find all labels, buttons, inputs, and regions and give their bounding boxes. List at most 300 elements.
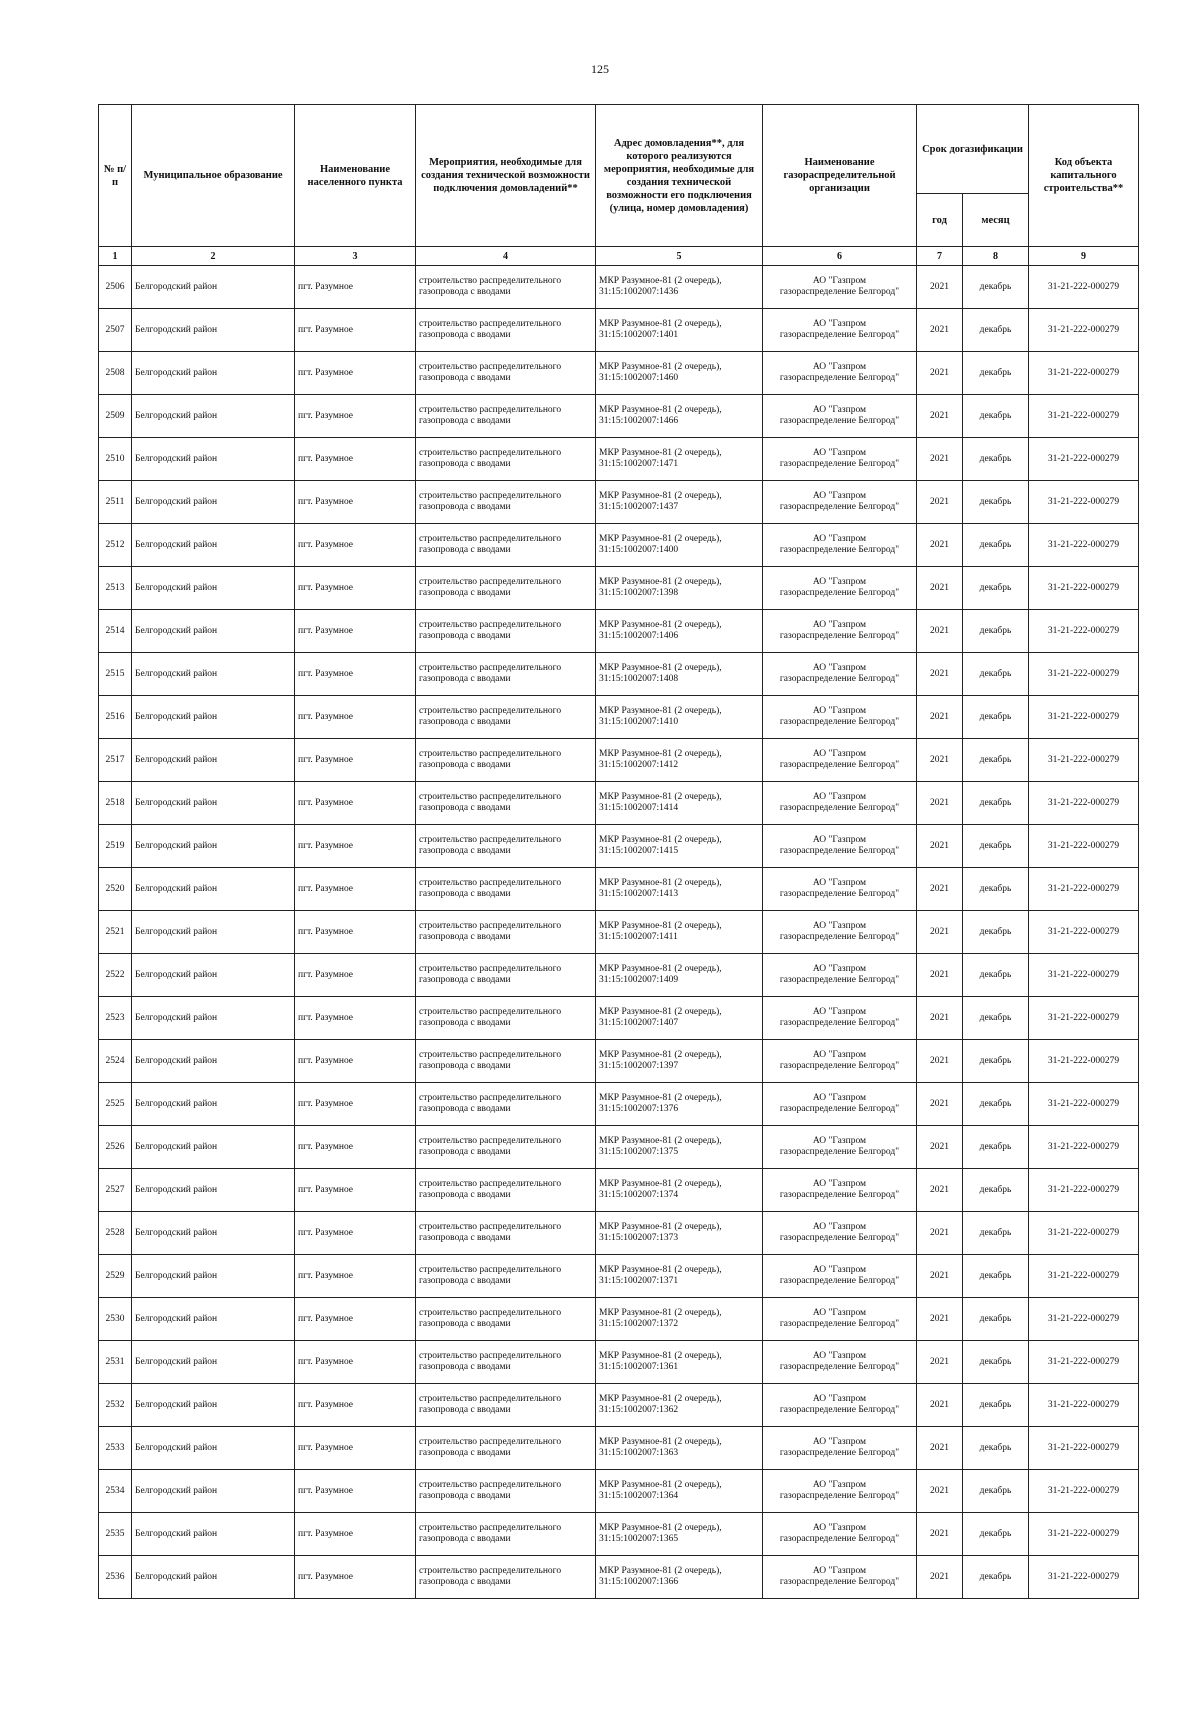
organization-line-1: АО "Газпром bbox=[812, 577, 867, 587]
organization-line-2: газораспределение Белгород" bbox=[779, 1319, 900, 1329]
table-row bbox=[99, 438, 1139, 481]
organization-cell bbox=[763, 1212, 917, 1255]
address-line-1: МКР Разумное-81 (2 очередь), bbox=[599, 577, 722, 587]
month-cell: декабрь bbox=[963, 739, 1029, 782]
cadastral-number: 31:15:1002007:1397 bbox=[599, 1061, 679, 1071]
month-cell: декабрь bbox=[963, 1384, 1029, 1427]
organization-cell bbox=[763, 524, 917, 567]
row-number: 2510 bbox=[99, 438, 132, 481]
organization-line-1: АО "Газпром bbox=[812, 1179, 867, 1189]
column-number: 6 bbox=[763, 247, 917, 266]
address-line-1: МКР Разумное-81 (2 очередь), bbox=[599, 1222, 722, 1232]
address-cell bbox=[596, 1212, 763, 1255]
organization-line-2: газораспределение Белгород" bbox=[779, 1577, 900, 1587]
measures-line-1: строительство распределительного bbox=[419, 620, 562, 630]
measures-line-2: газопровода с вводами bbox=[419, 760, 511, 770]
header-object-code: Код объекта капитального строительства** bbox=[1029, 105, 1139, 247]
organization-line-2: газораспределение Белгород" bbox=[779, 330, 900, 340]
organization-line-1: АО "Газпром bbox=[812, 620, 867, 630]
month-cell: декабрь bbox=[963, 653, 1029, 696]
object-code-cell: 31-21-222-000279 bbox=[1029, 911, 1139, 954]
column-number: 4 bbox=[416, 247, 596, 266]
organization-line-2: газораспределение Белгород" bbox=[779, 975, 900, 985]
measures-line-2: газопровода с вводами bbox=[419, 1018, 511, 1028]
organization-cell bbox=[763, 954, 917, 997]
measures-cell bbox=[416, 438, 596, 481]
address-cell bbox=[596, 395, 763, 438]
measures-line-2: газопровода с вводами bbox=[419, 846, 511, 856]
settlement-cell: пгт. Разумное bbox=[295, 1513, 416, 1556]
header-municipality: Муниципальное образование bbox=[132, 105, 295, 247]
measures-line-2: газопровода с вводами bbox=[419, 545, 511, 555]
settlement-cell: пгт. Разумное bbox=[295, 524, 416, 567]
measures-line-2: газопровода с вводами bbox=[419, 416, 511, 426]
measures-line-2: газопровода с вводами bbox=[419, 502, 511, 512]
table-row bbox=[99, 266, 1139, 309]
object-code-cell: 31-21-222-000279 bbox=[1029, 1169, 1139, 1212]
organization-line-2: газораспределение Белгород" bbox=[779, 846, 900, 856]
address-cell bbox=[596, 1255, 763, 1298]
organization-cell bbox=[763, 610, 917, 653]
object-code-cell: 31-21-222-000279 bbox=[1029, 997, 1139, 1040]
address-cell bbox=[596, 481, 763, 524]
month-cell: декабрь bbox=[963, 997, 1029, 1040]
header-settlement: Наименование населенного пункта bbox=[295, 105, 416, 247]
address-line-1: МКР Разумное-81 (2 очередь), bbox=[599, 1007, 722, 1017]
organization-cell bbox=[763, 1126, 917, 1169]
address-cell bbox=[596, 524, 763, 567]
organization-cell bbox=[763, 653, 917, 696]
measures-line-1: строительство распределительного bbox=[419, 792, 562, 802]
measures-cell bbox=[416, 1255, 596, 1298]
measures-cell bbox=[416, 1513, 596, 1556]
measures-line-2: газопровода с вводами bbox=[419, 1534, 511, 1544]
address-line-1: МКР Разумное-81 (2 очередь), bbox=[599, 319, 722, 329]
year-cell: 2021 bbox=[917, 352, 963, 395]
settlement-cell: пгт. Разумное bbox=[295, 266, 416, 309]
row-number: 2525 bbox=[99, 1083, 132, 1126]
column-number: 8 bbox=[963, 247, 1029, 266]
object-code-cell: 31-21-222-000279 bbox=[1029, 567, 1139, 610]
municipality-cell: Белгородский район bbox=[132, 1341, 295, 1384]
organization-line-2: газораспределение Белгород" bbox=[779, 1104, 900, 1114]
row-number: 2519 bbox=[99, 825, 132, 868]
table-row bbox=[99, 481, 1139, 524]
measures-cell bbox=[416, 1341, 596, 1384]
table-row bbox=[99, 352, 1139, 395]
month-cell: декабрь bbox=[963, 610, 1029, 653]
table-header bbox=[99, 105, 1139, 266]
organization-cell bbox=[763, 1169, 917, 1212]
year-cell: 2021 bbox=[917, 954, 963, 997]
organization-line-2: газораспределение Белгород" bbox=[779, 502, 900, 512]
table-row bbox=[99, 1083, 1139, 1126]
cadastral-number: 31:15:1002007:1406 bbox=[599, 631, 679, 641]
table-row bbox=[99, 997, 1139, 1040]
municipality-cell: Белгородский район bbox=[132, 911, 295, 954]
organization-line-2: газораспределение Белгород" bbox=[779, 1405, 900, 1415]
cadastral-number: 31:15:1002007:1398 bbox=[599, 588, 679, 598]
municipality-cell: Белгородский район bbox=[132, 1427, 295, 1470]
municipality-cell: Белгородский район bbox=[132, 567, 295, 610]
municipality-cell: Белгородский район bbox=[132, 997, 295, 1040]
organization-cell bbox=[763, 352, 917, 395]
organization-cell bbox=[763, 1341, 917, 1384]
measures-line-1: строительство распределительного bbox=[419, 276, 562, 286]
cadastral-number: 31:15:1002007:1408 bbox=[599, 674, 679, 684]
measures-line-2: газопровода с вводами bbox=[419, 1491, 511, 1501]
object-code-cell: 31-21-222-000279 bbox=[1029, 1255, 1139, 1298]
organization-line-1: АО "Газпром bbox=[812, 1136, 867, 1146]
year-cell: 2021 bbox=[917, 567, 963, 610]
month-cell: декабрь bbox=[963, 825, 1029, 868]
month-cell: декабрь bbox=[963, 1513, 1029, 1556]
month-cell: декабрь bbox=[963, 309, 1029, 352]
measures-cell bbox=[416, 782, 596, 825]
row-number: 2517 bbox=[99, 739, 132, 782]
organization-line-1: АО "Газпром bbox=[812, 362, 867, 372]
object-code-cell: 31-21-222-000279 bbox=[1029, 395, 1139, 438]
table-row bbox=[99, 1427, 1139, 1470]
measures-cell bbox=[416, 653, 596, 696]
municipality-cell: Белгородский район bbox=[132, 739, 295, 782]
cadastral-number: 31:15:1002007:1373 bbox=[599, 1233, 679, 1243]
municipality-cell: Белгородский район bbox=[132, 610, 295, 653]
measures-line-1: строительство распределительного bbox=[419, 1007, 562, 1017]
address-line-1: МКР Разумное-81 (2 очередь), bbox=[599, 1308, 722, 1318]
settlement-cell: пгт. Разумное bbox=[295, 954, 416, 997]
measures-cell bbox=[416, 739, 596, 782]
row-number: 2524 bbox=[99, 1040, 132, 1083]
measures-cell bbox=[416, 1427, 596, 1470]
measures-line-1: строительство распределительного bbox=[419, 491, 562, 501]
measures-cell bbox=[416, 1470, 596, 1513]
cadastral-number: 31:15:1002007:1365 bbox=[599, 1534, 679, 1544]
measures-cell bbox=[416, 266, 596, 309]
settlement-cell: пгт. Разумное bbox=[295, 1427, 416, 1470]
table-row bbox=[99, 395, 1139, 438]
table-row bbox=[99, 825, 1139, 868]
measures-line-2: газопровода с вводами bbox=[419, 975, 511, 985]
cadastral-number: 31:15:1002007:1376 bbox=[599, 1104, 679, 1114]
month-cell: декабрь bbox=[963, 911, 1029, 954]
row-number: 2515 bbox=[99, 653, 132, 696]
organization-cell bbox=[763, 696, 917, 739]
object-code-cell: 31-21-222-000279 bbox=[1029, 438, 1139, 481]
organization-line-1: АО "Газпром bbox=[812, 878, 867, 888]
address-line-1: МКР Разумное-81 (2 очередь), bbox=[599, 1050, 722, 1060]
year-cell: 2021 bbox=[917, 1040, 963, 1083]
month-cell: декабрь bbox=[963, 1298, 1029, 1341]
measures-cell bbox=[416, 1126, 596, 1169]
municipality-cell: Белгородский район bbox=[132, 1470, 295, 1513]
address-cell bbox=[596, 1427, 763, 1470]
cadastral-number: 31:15:1002007:1410 bbox=[599, 717, 679, 727]
year-cell: 2021 bbox=[917, 438, 963, 481]
organization-cell bbox=[763, 911, 917, 954]
row-number: 2530 bbox=[99, 1298, 132, 1341]
measures-line-2: газопровода с вводами bbox=[419, 803, 511, 813]
organization-line-2: газораспределение Белгород" bbox=[779, 1362, 900, 1372]
measures-line-1: строительство распределительного bbox=[419, 1394, 562, 1404]
row-number: 2534 bbox=[99, 1470, 132, 1513]
object-code-cell: 31-21-222-000279 bbox=[1029, 825, 1139, 868]
municipality-cell: Белгородский район bbox=[132, 1556, 295, 1599]
year-cell: 2021 bbox=[917, 1427, 963, 1470]
organization-cell bbox=[763, 1298, 917, 1341]
table-row bbox=[99, 524, 1139, 567]
cadastral-number: 31:15:1002007:1400 bbox=[599, 545, 679, 555]
row-number: 2511 bbox=[99, 481, 132, 524]
address-line-1: МКР Разумное-81 (2 очередь), bbox=[599, 1093, 722, 1103]
row-number: 2536 bbox=[99, 1556, 132, 1599]
table-row bbox=[99, 696, 1139, 739]
settlement-cell: пгт. Разумное bbox=[295, 825, 416, 868]
cadastral-number: 31:15:1002007:1466 bbox=[599, 416, 679, 426]
address-cell bbox=[596, 954, 763, 997]
settlement-cell: пгт. Разумное bbox=[295, 1341, 416, 1384]
organization-cell bbox=[763, 266, 917, 309]
settlement-cell: пгт. Разумное bbox=[295, 1384, 416, 1427]
organization-cell bbox=[763, 567, 917, 610]
address-line-1: МКР Разумное-81 (2 очередь), bbox=[599, 276, 722, 286]
year-cell: 2021 bbox=[917, 1513, 963, 1556]
organization-line-2: газораспределение Белгород" bbox=[779, 674, 900, 684]
organization-line-2: газораспределение Белгород" bbox=[779, 459, 900, 469]
row-number: 2528 bbox=[99, 1212, 132, 1255]
table-row bbox=[99, 911, 1139, 954]
settlement-cell: пгт. Разумное bbox=[295, 997, 416, 1040]
organization-line-1: АО "Газпром bbox=[812, 1523, 867, 1533]
address-line-1: МКР Разумное-81 (2 очередь), bbox=[599, 1437, 722, 1447]
object-code-cell: 31-21-222-000279 bbox=[1029, 653, 1139, 696]
cadastral-number: 31:15:1002007:1471 bbox=[599, 459, 679, 469]
cadastral-number: 31:15:1002007:1437 bbox=[599, 502, 679, 512]
row-number: 2533 bbox=[99, 1427, 132, 1470]
address-line-1: МКР Разумное-81 (2 очередь), bbox=[599, 706, 722, 716]
organization-cell bbox=[763, 481, 917, 524]
organization-line-1: АО "Газпром bbox=[812, 663, 867, 673]
address-cell bbox=[596, 1298, 763, 1341]
measures-line-2: газопровода с вводами bbox=[419, 373, 511, 383]
object-code-cell: 31-21-222-000279 bbox=[1029, 1341, 1139, 1384]
month-cell: декабрь bbox=[963, 1040, 1029, 1083]
address-line-1: МКР Разумное-81 (2 очередь), bbox=[599, 534, 722, 544]
row-number: 2506 bbox=[99, 266, 132, 309]
month-cell: декабрь bbox=[963, 1212, 1029, 1255]
organization-line-1: АО "Газпром bbox=[812, 749, 867, 759]
settlement-cell: пгт. Разумное bbox=[295, 1255, 416, 1298]
municipality-cell: Белгородский район bbox=[132, 782, 295, 825]
month-cell: декабрь bbox=[963, 524, 1029, 567]
address-line-1: МКР Разумное-81 (2 очередь), bbox=[599, 1179, 722, 1189]
municipality-cell: Белгородский район bbox=[132, 1255, 295, 1298]
municipality-cell: Белгородский район bbox=[132, 481, 295, 524]
year-cell: 2021 bbox=[917, 1083, 963, 1126]
address-line-1: МКР Разумное-81 (2 очередь), bbox=[599, 1480, 722, 1490]
address-line-1: МКР Разумное-81 (2 очередь), bbox=[599, 1351, 722, 1361]
column-number: 1 bbox=[99, 247, 132, 266]
table-row bbox=[99, 1040, 1139, 1083]
year-cell: 2021 bbox=[917, 1341, 963, 1384]
table-row bbox=[99, 1341, 1139, 1384]
header-address: Адрес домовладения**, для которого реализуются мероприятия, необходимые для создания технической возможности его подключения (улица, номер домовладения) bbox=[596, 105, 763, 247]
organization-line-2: газораспределение Белгород" bbox=[779, 889, 900, 899]
organization-line-2: газораспределение Белгород" bbox=[779, 416, 900, 426]
object-code-cell: 31-21-222-000279 bbox=[1029, 1040, 1139, 1083]
column-number: 7 bbox=[917, 247, 963, 266]
month-cell: декабрь bbox=[963, 352, 1029, 395]
header-deadline: Срок догазификации bbox=[917, 105, 1029, 194]
row-number: 2512 bbox=[99, 524, 132, 567]
measures-line-2: газопровода с вводами bbox=[419, 1276, 511, 1286]
address-line-1: МКР Разумное-81 (2 очередь), bbox=[599, 878, 722, 888]
measures-cell bbox=[416, 997, 596, 1040]
organization-line-1: АО "Газпром bbox=[812, 276, 867, 286]
organization-cell bbox=[763, 1470, 917, 1513]
cadastral-number: 31:15:1002007:1372 bbox=[599, 1319, 679, 1329]
object-code-cell: 31-21-222-000279 bbox=[1029, 1298, 1139, 1341]
header-organization: Наименование газораспределительной организации bbox=[763, 105, 917, 247]
address-cell bbox=[596, 1470, 763, 1513]
address-line-1: МКР Разумное-81 (2 очередь), bbox=[599, 749, 722, 759]
measures-line-2: газопровода с вводами bbox=[419, 1405, 511, 1415]
table-row bbox=[99, 1255, 1139, 1298]
measures-line-2: газопровода с вводами bbox=[419, 287, 511, 297]
settlement-cell: пгт. Разумное bbox=[295, 1556, 416, 1599]
address-cell bbox=[596, 352, 763, 395]
settlement-cell: пгт. Разумное bbox=[295, 1126, 416, 1169]
organization-line-1: АО "Газпром bbox=[812, 1480, 867, 1490]
year-cell: 2021 bbox=[917, 739, 963, 782]
year-cell: 2021 bbox=[917, 481, 963, 524]
cadastral-number: 31:15:1002007:1361 bbox=[599, 1362, 679, 1372]
measures-line-1: строительство распределительного bbox=[419, 1179, 562, 1189]
measures-line-2: газопровода с вводами bbox=[419, 1147, 511, 1157]
address-cell bbox=[596, 1040, 763, 1083]
table-row bbox=[99, 782, 1139, 825]
municipality-cell: Белгородский район bbox=[132, 309, 295, 352]
organization-cell bbox=[763, 997, 917, 1040]
municipality-cell: Белгородский район bbox=[132, 825, 295, 868]
month-cell: декабрь bbox=[963, 1556, 1029, 1599]
settlement-cell: пгт. Разумное bbox=[295, 438, 416, 481]
municipality-cell: Белгородский район bbox=[132, 1212, 295, 1255]
organization-cell bbox=[763, 309, 917, 352]
organization-line-1: АО "Газпром bbox=[812, 1351, 867, 1361]
measures-line-2: газопровода с вводами bbox=[419, 1577, 511, 1587]
address-cell bbox=[596, 567, 763, 610]
organization-line-2: газораспределение Белгород" bbox=[779, 760, 900, 770]
table-row bbox=[99, 567, 1139, 610]
year-cell: 2021 bbox=[917, 395, 963, 438]
organization-line-1: АО "Газпром bbox=[812, 835, 867, 845]
object-code-cell: 31-21-222-000279 bbox=[1029, 1126, 1139, 1169]
organization-line-1: АО "Газпром bbox=[812, 1093, 867, 1103]
organization-line-2: газораспределение Белгород" bbox=[779, 1534, 900, 1544]
row-number: 2531 bbox=[99, 1341, 132, 1384]
month-cell: декабрь bbox=[963, 1341, 1029, 1384]
object-code-cell: 31-21-222-000279 bbox=[1029, 696, 1139, 739]
address-line-1: МКР Разумное-81 (2 очередь), bbox=[599, 620, 722, 630]
organization-line-2: газораспределение Белгород" bbox=[779, 588, 900, 598]
measures-line-2: газопровода с вводами bbox=[419, 932, 511, 942]
row-number: 2518 bbox=[99, 782, 132, 825]
settlement-cell: пгт. Разумное bbox=[295, 352, 416, 395]
organization-line-2: газораспределение Белгород" bbox=[779, 803, 900, 813]
column-number: 2 bbox=[132, 247, 295, 266]
organization-cell bbox=[763, 1556, 917, 1599]
table-row bbox=[99, 1556, 1139, 1599]
organization-line-2: газораспределение Белгород" bbox=[779, 1018, 900, 1028]
column-number-row bbox=[99, 247, 1139, 266]
municipality-cell: Белгородский район bbox=[132, 438, 295, 481]
address-line-1: МКР Разумное-81 (2 очередь), bbox=[599, 491, 722, 501]
measures-line-1: строительство распределительного bbox=[419, 706, 562, 716]
cadastral-number: 31:15:1002007:1415 bbox=[599, 846, 679, 856]
municipality-cell: Белгородский район bbox=[132, 395, 295, 438]
row-number: 2535 bbox=[99, 1513, 132, 1556]
year-cell: 2021 bbox=[917, 782, 963, 825]
organization-line-1: АО "Газпром bbox=[812, 1007, 867, 1017]
organization-line-1: АО "Газпром bbox=[812, 448, 867, 458]
measures-cell bbox=[416, 567, 596, 610]
measures-line-2: газопровода с вводами bbox=[419, 1448, 511, 1458]
address-line-1: МКР Разумное-81 (2 очередь), bbox=[599, 1566, 722, 1576]
measures-cell bbox=[416, 610, 596, 653]
month-cell: декабрь bbox=[963, 1083, 1029, 1126]
measures-cell bbox=[416, 1212, 596, 1255]
address-cell bbox=[596, 1126, 763, 1169]
year-cell: 2021 bbox=[917, 997, 963, 1040]
municipality-cell: Белгородский район bbox=[132, 1126, 295, 1169]
object-code-cell: 31-21-222-000279 bbox=[1029, 352, 1139, 395]
object-code-cell: 31-21-222-000279 bbox=[1029, 954, 1139, 997]
table-row bbox=[99, 1384, 1139, 1427]
table-row bbox=[99, 954, 1139, 997]
organization-line-2: газораспределение Белгород" bbox=[779, 932, 900, 942]
organization-line-2: газораспределение Белгород" bbox=[779, 1233, 900, 1243]
settlement-cell: пгт. Разумное bbox=[295, 567, 416, 610]
organization-line-1: АО "Газпром bbox=[812, 1308, 867, 1318]
organization-line-2: газораспределение Белгород" bbox=[779, 1147, 900, 1157]
municipality-cell: Белгородский район bbox=[132, 1513, 295, 1556]
address-cell bbox=[596, 825, 763, 868]
settlement-cell: пгт. Разумное bbox=[295, 1212, 416, 1255]
measures-line-2: газопровода с вводами bbox=[419, 588, 511, 598]
object-code-cell: 31-21-222-000279 bbox=[1029, 1556, 1139, 1599]
year-cell: 2021 bbox=[917, 825, 963, 868]
organization-line-1: АО "Газпром bbox=[812, 792, 867, 802]
settlement-cell: пгт. Разумное bbox=[295, 782, 416, 825]
address-line-1: МКР Разумное-81 (2 очередь), bbox=[599, 1394, 722, 1404]
settlement-cell: пгт. Разумное bbox=[295, 911, 416, 954]
measures-cell bbox=[416, 309, 596, 352]
cadastral-number: 31:15:1002007:1412 bbox=[599, 760, 679, 770]
address-line-1: МКР Разумное-81 (2 очередь), bbox=[599, 405, 722, 415]
organization-cell bbox=[763, 739, 917, 782]
object-code-cell: 31-21-222-000279 bbox=[1029, 610, 1139, 653]
measures-line-1: строительство распределительного bbox=[419, 1351, 562, 1361]
cadastral-number: 31:15:1002007:1401 bbox=[599, 330, 679, 340]
month-cell: декабрь bbox=[963, 954, 1029, 997]
object-code-cell: 31-21-222-000279 bbox=[1029, 868, 1139, 911]
address-cell bbox=[596, 1341, 763, 1384]
year-cell: 2021 bbox=[917, 1169, 963, 1212]
month-cell: декабрь bbox=[963, 696, 1029, 739]
organization-line-2: газораспределение Белгород" bbox=[779, 717, 900, 727]
measures-line-1: строительство распределительного bbox=[419, 878, 562, 888]
